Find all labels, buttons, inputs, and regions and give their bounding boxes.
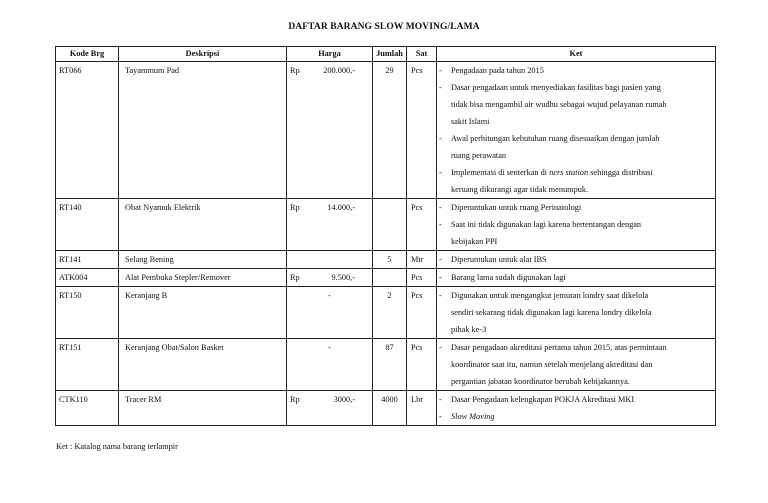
bullet-dash: - bbox=[439, 83, 442, 92]
price bbox=[290, 391, 369, 408]
cell-ket bbox=[437, 251, 716, 269]
ket-line: pihak ke-3 bbox=[451, 325, 487, 334]
header-harga: Harga bbox=[287, 47, 373, 62]
price bbox=[290, 339, 369, 356]
price-value: 200.000,- bbox=[323, 66, 355, 75]
ket-item bbox=[439, 391, 713, 408]
cell-harga bbox=[287, 287, 373, 339]
cell-kode: RT140 bbox=[56, 199, 119, 251]
header-jumlah: Jumlah bbox=[373, 47, 407, 62]
bullet-dash: - bbox=[439, 134, 442, 143]
bullet-dash: - bbox=[439, 255, 442, 264]
cell-harga bbox=[287, 339, 373, 391]
cell-ket bbox=[437, 62, 716, 199]
ket-line: Slow Moving bbox=[451, 412, 495, 421]
cell-deskripsi: Obat Nyamuk Elektrik bbox=[119, 199, 287, 251]
ket-line: sendiri sekarang tidak digunakan lagi karena londry dikelola bbox=[451, 308, 652, 317]
ket-item bbox=[439, 199, 713, 216]
ket-line: Dasar pengadaan akreditasi pertama tahun 2015, atas permintaan bbox=[451, 343, 667, 352]
ket-item bbox=[439, 408, 713, 425]
ket-line: Implementasi di senterkan di ners station sehingga distribusi bbox=[451, 168, 653, 177]
cell-sat: Pcs bbox=[407, 287, 437, 339]
price bbox=[290, 287, 369, 304]
cell-kode: RT141 bbox=[56, 251, 119, 269]
ket-item bbox=[439, 287, 713, 338]
currency-label: Rp bbox=[290, 203, 300, 212]
price bbox=[290, 269, 369, 286]
document-title: DAFTAR BARANG SLOW MOVING/LAMA bbox=[288, 22, 480, 32]
cell-harga bbox=[287, 62, 373, 199]
cell-harga bbox=[287, 251, 373, 269]
table-row bbox=[56, 269, 716, 287]
header-ket: Ket bbox=[437, 47, 716, 62]
bullet-dash: - bbox=[439, 412, 442, 421]
cell-jumlah: 29 bbox=[373, 62, 407, 199]
price-value: - bbox=[328, 343, 331, 352]
cell-harga bbox=[287, 269, 373, 287]
bullet-dash: - bbox=[439, 291, 442, 300]
bullet-dash: - bbox=[439, 66, 442, 75]
table-row bbox=[56, 62, 716, 199]
header-kode: Kode Brg bbox=[56, 47, 119, 62]
price bbox=[290, 251, 369, 268]
bullet-dash: - bbox=[439, 343, 442, 352]
table-row bbox=[56, 391, 716, 426]
ket-line: keruang dikurangi agar tidak menumpuk. bbox=[451, 185, 589, 194]
price-value: 3000,- bbox=[333, 395, 355, 404]
ket-italic: ners station bbox=[549, 168, 589, 177]
bullet-dash: - bbox=[439, 203, 442, 212]
cell-jumlah bbox=[373, 269, 407, 287]
ket-item bbox=[439, 269, 713, 286]
table-row bbox=[56, 339, 716, 391]
currency-label: Rp bbox=[290, 66, 300, 75]
cell-deskripsi: Alat Pembuka Stepler/Remover bbox=[119, 269, 287, 287]
ket-line: Pengadaan pada tahun 2015 bbox=[451, 66, 544, 75]
cell-deskripsi: Selang Bening bbox=[119, 251, 287, 269]
cell-sat: Lbr bbox=[407, 391, 437, 426]
table-row bbox=[56, 251, 716, 269]
bullet-dash: - bbox=[439, 168, 442, 177]
cell-deskripsi: Tayammum Pad bbox=[119, 62, 287, 199]
table-header-row bbox=[56, 47, 716, 62]
cell-ket bbox=[437, 269, 716, 287]
cell-sat: Pcs bbox=[407, 62, 437, 199]
cell-harga bbox=[287, 199, 373, 251]
ket-line: Dasar pengadaan untuk menyediakan fasilitas bagi pasien yang bbox=[451, 83, 661, 92]
cell-kode: RT150 bbox=[56, 287, 119, 339]
ket-line: ruang perawatan bbox=[451, 151, 507, 160]
price-value: 9.500,- bbox=[331, 273, 355, 282]
ket-line: Diperuntukan untuk ruang Perinatologi bbox=[451, 203, 582, 212]
price-value: - bbox=[328, 291, 331, 300]
bullet-dash: - bbox=[439, 395, 442, 404]
cell-harga bbox=[287, 391, 373, 426]
ket-line: koordinator saat itu, namun setelah menjelang akreditasi dan bbox=[451, 360, 653, 369]
ket-item bbox=[439, 251, 713, 268]
cell-deskripsi: Keranjang Obat/Salon Basket bbox=[119, 339, 287, 391]
cell-ket bbox=[437, 199, 716, 251]
cell-sat: Pcs bbox=[407, 269, 437, 287]
ket-line: tidak bisa mengambil air wudhu sebagai wujud pelayanan rumah bbox=[451, 100, 667, 109]
ket-line: kebijakan PPI bbox=[451, 237, 498, 246]
cell-kode: RT151 bbox=[56, 339, 119, 391]
cell-kode: RT066 bbox=[56, 62, 119, 199]
ket-line: Digunakan untuk mengangkut jemuran londry saat dikelola bbox=[451, 291, 649, 300]
cell-sat: Pcs bbox=[407, 339, 437, 391]
price bbox=[290, 62, 369, 79]
cell-jumlah: 2 bbox=[373, 287, 407, 339]
ket-line: Diperuntukan untuk alat IBS bbox=[451, 255, 547, 264]
currency-label: Rp bbox=[290, 273, 300, 282]
price-value: 14.000,- bbox=[327, 203, 355, 212]
table-row bbox=[56, 199, 716, 251]
ket-line: pergantian jabatan koordinator berubah kebijakannya. bbox=[451, 377, 630, 386]
price bbox=[290, 199, 369, 216]
cell-deskripsi: Keranjang B bbox=[119, 287, 287, 339]
cell-deskripsi: Tracer RM bbox=[119, 391, 287, 426]
cell-ket bbox=[437, 287, 716, 339]
ket-line: sakit Islami bbox=[451, 117, 490, 126]
ket-item bbox=[439, 339, 713, 390]
bullet-dash: - bbox=[439, 220, 442, 229]
bullet-dash: - bbox=[439, 273, 442, 282]
ket-line: Saat ini tidak digunakan lagi karena bertentangan dengan bbox=[451, 220, 642, 229]
cell-kode: CTK110 bbox=[56, 391, 119, 426]
ket-item bbox=[439, 62, 713, 79]
cell-jumlah: 4000 bbox=[373, 391, 407, 426]
currency-label: Rp bbox=[290, 395, 300, 404]
cell-sat: Mtr bbox=[407, 251, 437, 269]
cell-jumlah: 87 bbox=[373, 339, 407, 391]
slow-moving-table bbox=[55, 46, 716, 426]
ket-item bbox=[439, 216, 713, 250]
header-sat: Sat bbox=[407, 47, 437, 62]
ket-line: Barang lama sudah digunakan lagi bbox=[451, 273, 566, 282]
cell-kode: ATK004 bbox=[56, 269, 119, 287]
cell-jumlah: 5 bbox=[373, 251, 407, 269]
cell-jumlah bbox=[373, 199, 407, 251]
ket-item bbox=[439, 130, 713, 164]
ket-line: Awal perhitungan kebutuhan ruang disesuaikan dengan jumlah bbox=[451, 134, 660, 143]
cell-ket bbox=[437, 339, 716, 391]
ket-item bbox=[439, 79, 713, 130]
table-row bbox=[56, 287, 716, 339]
cell-ket bbox=[437, 391, 716, 426]
cell-sat: Pcs bbox=[407, 199, 437, 251]
ket-item bbox=[439, 164, 713, 198]
footnote: Ket : Katalog nama barang terlampir bbox=[56, 442, 178, 451]
header-deskripsi: Deskripsi bbox=[119, 47, 287, 62]
ket-line: Dasar Pengadaan kelengkapan POKJA Akreditasi MKI bbox=[451, 395, 635, 404]
